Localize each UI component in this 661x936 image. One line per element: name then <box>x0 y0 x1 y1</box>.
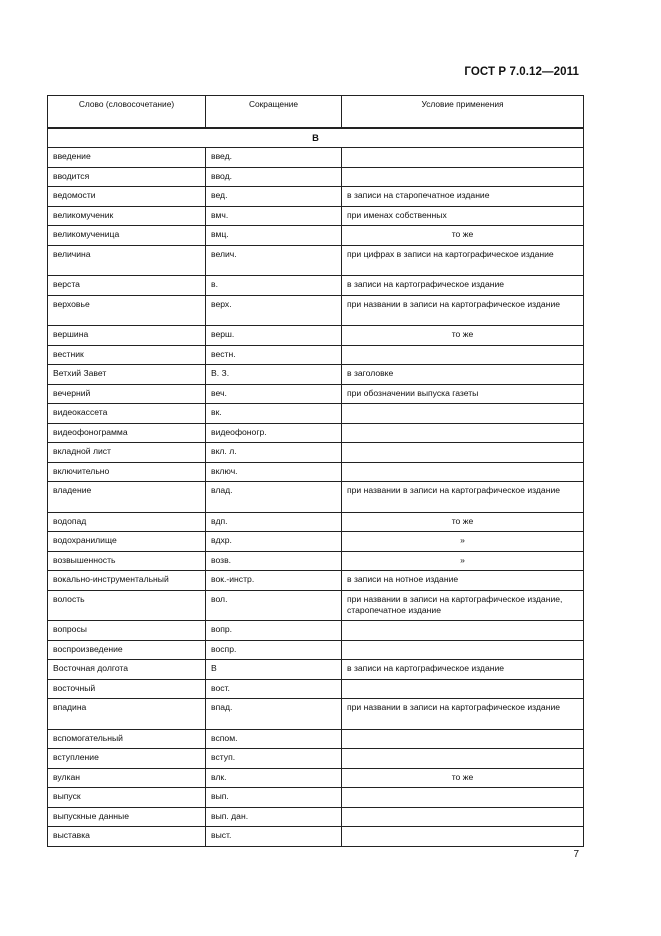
condition-cell <box>342 404 584 424</box>
abbreviation-cell: вып. дан. <box>206 807 342 827</box>
condition-cell <box>342 749 584 769</box>
condition-cell <box>342 640 584 660</box>
word-cell: величина <box>48 245 206 276</box>
condition-cell <box>342 827 584 847</box>
condition-cell: » <box>342 551 584 571</box>
condition-cell <box>342 462 584 482</box>
column-header-abbreviation: Сокращение <box>206 96 342 129</box>
word-cell: ведомости <box>48 187 206 207</box>
condition-cell: при названии в записи на картографическое издание <box>342 295 584 326</box>
word-cell: вопросы <box>48 621 206 641</box>
condition-cell: в записи на картографическое издание <box>342 276 584 296</box>
abbreviation-cell: воспр. <box>206 640 342 660</box>
condition-cell <box>342 167 584 187</box>
table-row <box>48 384 584 404</box>
document-code: ГОСТ Р 7.0.12—2011 <box>464 66 579 78</box>
word-cell: великомученик <box>48 206 206 226</box>
word-cell: вокально-инструментальный <box>48 571 206 591</box>
word-cell: впадина <box>48 699 206 730</box>
condition-cell <box>342 679 584 699</box>
condition-cell <box>342 807 584 827</box>
table-row <box>48 749 584 769</box>
abbreviation-cell: введ. <box>206 148 342 168</box>
table-row <box>48 365 584 385</box>
abbreviation-cell: вопр. <box>206 621 342 641</box>
condition-cell: при названии в записи на картографическое издание <box>342 699 584 730</box>
word-cell: водопад <box>48 512 206 532</box>
condition-cell: при именах собственных <box>342 206 584 226</box>
abbreviation-cell: вед. <box>206 187 342 207</box>
table-row <box>48 679 584 699</box>
abbreviation-cell: вдп. <box>206 512 342 532</box>
table-row <box>48 768 584 788</box>
word-cell: водохранилище <box>48 532 206 552</box>
abbreviation-table <box>47 95 584 847</box>
word-cell: вестник <box>48 345 206 365</box>
table-row <box>48 245 584 276</box>
table-header-row <box>48 96 584 129</box>
table-row <box>48 148 584 168</box>
word-cell: владение <box>48 482 206 513</box>
word-cell: выпускные данные <box>48 807 206 827</box>
table-row <box>48 729 584 749</box>
word-cell: выпуск <box>48 788 206 808</box>
word-cell: вулкан <box>48 768 206 788</box>
table-row <box>48 276 584 296</box>
abbreviation-cell: влк. <box>206 768 342 788</box>
section-letter: В <box>48 128 584 148</box>
condition-cell <box>342 148 584 168</box>
condition-cell: в записи на картографическое издание <box>342 660 584 680</box>
condition-cell <box>342 788 584 808</box>
condition-cell: в записи на старопечатное издание <box>342 187 584 207</box>
word-cell: введение <box>48 148 206 168</box>
condition-cell: » <box>342 532 584 552</box>
table-row <box>48 699 584 730</box>
condition-cell <box>342 729 584 749</box>
abbreviation-cell: впад. <box>206 699 342 730</box>
section-letter-row <box>48 128 584 148</box>
abbreviation-cell: вмц. <box>206 226 342 246</box>
abbreviation-cell: возв. <box>206 551 342 571</box>
column-header-word: Слово (словосочетание) <box>48 96 206 129</box>
condition-cell: при названии в записи на картографическое издание <box>342 482 584 513</box>
condition-cell: то же <box>342 226 584 246</box>
condition-cell: при названии в записи на картографическое издание, старопечатное издание <box>342 590 584 621</box>
table-row <box>48 326 584 346</box>
abbreviation-cell: ввод. <box>206 167 342 187</box>
abbreviation-cell: В <box>206 660 342 680</box>
word-cell: восточный <box>48 679 206 699</box>
abbreviation-cell: влад. <box>206 482 342 513</box>
word-cell: воспроизведение <box>48 640 206 660</box>
word-cell: вспомогательный <box>48 729 206 749</box>
table-row <box>48 404 584 424</box>
table-row <box>48 187 584 207</box>
table-row <box>48 532 584 552</box>
abbreviation-cell: велич. <box>206 245 342 276</box>
page-number: 7 <box>573 849 579 860</box>
abbreviation-cell: вестн. <box>206 345 342 365</box>
condition-cell: то же <box>342 768 584 788</box>
table-row <box>48 295 584 326</box>
abbreviation-cell: включ. <box>206 462 342 482</box>
condition-cell: то же <box>342 326 584 346</box>
table-row <box>48 512 584 532</box>
word-cell: вступление <box>48 749 206 769</box>
abbreviation-cell: вок.-инстр. <box>206 571 342 591</box>
table-body <box>48 128 584 846</box>
abbreviation-cell: вмч. <box>206 206 342 226</box>
word-cell: верста <box>48 276 206 296</box>
table-row <box>48 482 584 513</box>
word-cell: видеокассета <box>48 404 206 424</box>
table-row <box>48 462 584 482</box>
abbreviation-cell: выст. <box>206 827 342 847</box>
abbreviation-cell: вступ. <box>206 749 342 769</box>
column-header-condition: Условие применения <box>342 96 584 129</box>
table-row <box>48 621 584 641</box>
word-cell: видеофонограмма <box>48 423 206 443</box>
abbreviation-cell: верш. <box>206 326 342 346</box>
abbreviation-cell: верх. <box>206 295 342 326</box>
condition-cell <box>342 345 584 365</box>
word-cell: выставка <box>48 827 206 847</box>
abbreviation-cell: видеофоногр. <box>206 423 342 443</box>
condition-cell: в записи на нотное издание <box>342 571 584 591</box>
abbreviation-cell: вып. <box>206 788 342 808</box>
table-row <box>48 807 584 827</box>
table-row <box>48 788 584 808</box>
table-row <box>48 590 584 621</box>
table-row <box>48 551 584 571</box>
condition-cell <box>342 621 584 641</box>
word-cell: Восточная долгота <box>48 660 206 680</box>
table-row <box>48 640 584 660</box>
word-cell: вершина <box>48 326 206 346</box>
word-cell: волость <box>48 590 206 621</box>
word-cell: включительно <box>48 462 206 482</box>
table-row <box>48 226 584 246</box>
abbreviation-cell: в. <box>206 276 342 296</box>
word-cell: Ветхий Завет <box>48 365 206 385</box>
table-row <box>48 345 584 365</box>
abbreviation-cell: В. З. <box>206 365 342 385</box>
table-row <box>48 443 584 463</box>
table-row <box>48 827 584 847</box>
condition-cell <box>342 443 584 463</box>
condition-cell: в заголовке <box>342 365 584 385</box>
table-row <box>48 571 584 591</box>
condition-cell <box>342 423 584 443</box>
abbreviation-cell: веч. <box>206 384 342 404</box>
condition-cell: то же <box>342 512 584 532</box>
abbreviation-cell: вк. <box>206 404 342 424</box>
abbreviation-cell: вкл. л. <box>206 443 342 463</box>
word-cell: верховье <box>48 295 206 326</box>
abbreviation-cell: вспом. <box>206 729 342 749</box>
table-row <box>48 660 584 680</box>
word-cell: возвышенность <box>48 551 206 571</box>
word-cell: вечерний <box>48 384 206 404</box>
abbreviation-cell: вдхр. <box>206 532 342 552</box>
table-row <box>48 167 584 187</box>
word-cell: вводится <box>48 167 206 187</box>
table-row <box>48 206 584 226</box>
word-cell: вкладной лист <box>48 443 206 463</box>
condition-cell: при обозначении выпуска газеты <box>342 384 584 404</box>
abbreviation-cell: вост. <box>206 679 342 699</box>
condition-cell: при цифрах в записи на картографическое издание <box>342 245 584 276</box>
word-cell: великомученица <box>48 226 206 246</box>
table-row <box>48 423 584 443</box>
abbreviation-cell: вол. <box>206 590 342 621</box>
